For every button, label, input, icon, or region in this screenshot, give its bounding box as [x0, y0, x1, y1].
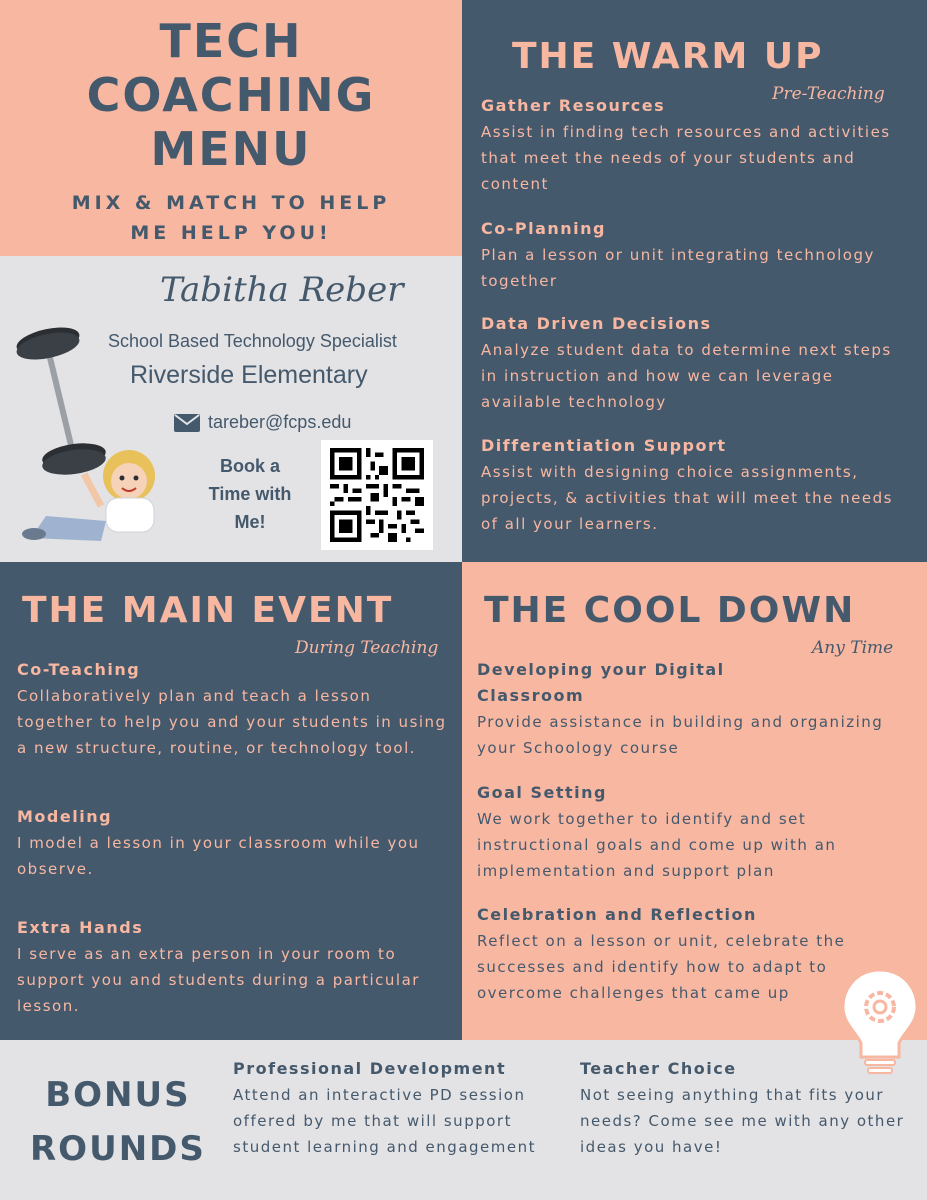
menu-item	[481, 216, 911, 294]
item-title: Extra Hands	[17, 918, 144, 937]
menu-item	[481, 311, 911, 415]
section-subheading: Any Time	[812, 638, 894, 658]
menu-item-desc	[477, 709, 907, 761]
item-title: Co-Planning	[481, 219, 606, 238]
item-title: Data Driven Decisions	[481, 314, 712, 333]
item-desc: I serve as an extra person in your room to support you and students during a particular lesson.	[17, 945, 420, 1015]
warmup-section	[462, 0, 927, 562]
subtitle	[0, 188, 462, 248]
item-desc: Analyze student data to determine next steps in instruction and how we can leverage available technology	[481, 341, 892, 411]
item-title: Gather Resources	[481, 96, 666, 115]
item-desc: Provide assistance in building and organizing your Schoology course	[477, 713, 884, 757]
subtitle-line: MIX & MATCH TO HELP	[71, 192, 391, 214]
book-line: Time with	[208, 484, 292, 504]
qr-code[interactable]	[321, 440, 433, 550]
item-title: Professional Development	[233, 1059, 507, 1078]
menu-item	[17, 804, 447, 882]
menu-item	[481, 93, 911, 197]
email-link[interactable]: tareber@fcps.edu	[208, 412, 352, 432]
section-heading: THE WARM UP	[512, 36, 824, 77]
item-title: Celebration and Reflection	[477, 905, 757, 924]
item-desc: I model a lesson in your classroom while you observe.	[17, 834, 420, 878]
item-desc: Plan a lesson or unit integrating technology together	[481, 246, 875, 290]
section-heading: THE MAIN EVENT	[22, 590, 394, 631]
item-title: Developing your Digital Classroom	[477, 660, 725, 705]
profile-role: School Based Technology Specialist	[108, 331, 397, 351]
bonus-heading	[30, 1068, 206, 1176]
book-line: Me!	[234, 512, 266, 532]
qr-code-graphic	[329, 448, 425, 542]
menu-item	[477, 780, 907, 884]
menu-item	[477, 657, 777, 709]
item-title: Co-Teaching	[17, 660, 141, 679]
item-desc: We work together to identify and set instructional goals and come up with an implementation and support plan	[477, 810, 837, 880]
section-subheading: Pre-Teaching	[772, 84, 885, 104]
item-title: Modeling	[17, 807, 113, 826]
profile-school: Riverside Elementary	[130, 361, 368, 389]
main-title-line: COACHING	[86, 68, 376, 122]
barbell-avatar-illustration	[6, 316, 181, 556]
main-title-line: MENU	[150, 122, 312, 176]
menu-item	[233, 1056, 553, 1160]
item-desc: Attend an interactive PD session offered by me that will support student learning and engagement	[233, 1086, 536, 1156]
item-desc: Reflect on a lesson or unit, celebrate the successes and identify how to adapt to overcome challenges that came up	[477, 932, 846, 1002]
email-row[interactable]	[174, 412, 351, 433]
profile-name: Tabitha Reber	[160, 270, 404, 310]
menu-item	[481, 433, 911, 537]
book-line: Book a	[219, 456, 280, 476]
profile-block	[0, 256, 462, 562]
bonus-section	[0, 1040, 927, 1200]
item-desc: Not seeing anything that fits your needs? Come see me with any other ideas you have!	[580, 1086, 905, 1156]
item-desc: Assist with designing choice assignments, projects, & activities that will meet the needs of all your learners.	[481, 463, 893, 533]
bonus-heading-line: ROUNDS	[30, 1129, 206, 1169]
item-title: Differentiation Support	[481, 436, 727, 455]
lightbulb-gear-icon	[835, 965, 925, 1080]
item-desc: Assist in finding tech resources and activities that meet the needs of your students and content	[481, 123, 891, 193]
bonus-heading-line: BONUS	[45, 1075, 191, 1115]
main-title-line: TECH	[159, 14, 303, 68]
subtitle-line: ME HELP YOU!	[130, 222, 332, 244]
menu-item	[17, 915, 447, 1019]
item-title: Goal Setting	[477, 783, 607, 802]
section-heading: THE COOL DOWN	[484, 590, 856, 631]
main-title	[0, 0, 462, 176]
item-desc: Collaboratively plan and teach a lesson together to help you and your students in using a new structure, routine, or technology tool.	[17, 687, 447, 757]
title-block	[0, 0, 462, 256]
main-event-section	[0, 562, 462, 1040]
section-subheading: During Teaching	[295, 638, 439, 658]
item-title: Teacher Choice	[580, 1059, 737, 1078]
menu-item	[17, 657, 447, 761]
book-a-time-label	[190, 452, 310, 536]
